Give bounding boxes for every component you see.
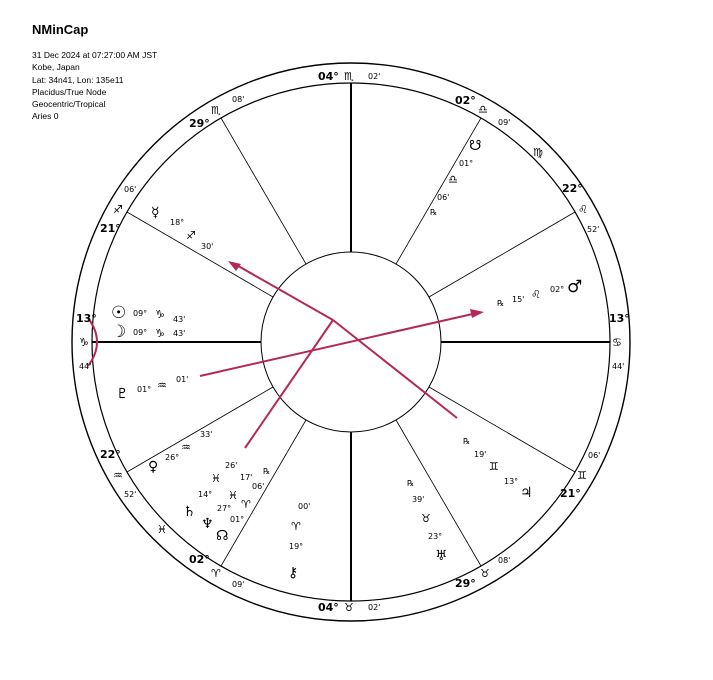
cusp-dsc-sign: ♋: [612, 336, 622, 349]
cusp-mc-deg: 04°: [318, 70, 339, 83]
cusp-9-deg: 02°: [455, 94, 476, 107]
cusp-11-sign: ♐: [113, 203, 123, 216]
moon-deg: 09°: [133, 328, 148, 337]
south-node-min: 06': [437, 193, 450, 202]
neptune-min: 17': [240, 473, 253, 482]
uranus-sign: ♉: [421, 512, 431, 525]
cusp-2-sign: ♈: [211, 567, 221, 580]
cusp-5-sign: ♉: [480, 567, 490, 580]
aspect-line: [200, 313, 477, 376]
cusp-12-min: 52': [124, 490, 137, 499]
chiron-deg: 19°: [289, 542, 304, 551]
uranus-min: 39': [412, 495, 425, 504]
cusp-line-6: [429, 387, 575, 472]
aspect-arrowhead: [228, 261, 241, 271]
cusp-2-min: 09': [232, 580, 245, 589]
mercury-icon: ☿: [151, 205, 160, 221]
cusp-6-min: 06': [588, 451, 601, 460]
pluto-sign: ♒: [157, 379, 167, 392]
cusp-mc-sign: ♏: [344, 70, 354, 83]
node-min: 06': [252, 482, 265, 491]
saturn-sign: ♓: [211, 472, 221, 485]
cusp-8-sign: ♌: [578, 203, 588, 216]
info-zodiac: Geocentric/Tropical: [32, 99, 106, 110]
moon-sign: ♑: [155, 327, 165, 340]
venus-sign: ♒: [181, 441, 191, 454]
node-sign: ♈: [241, 498, 251, 511]
mercury-min: 30': [201, 242, 214, 251]
aspect-arrowhead: [470, 309, 484, 318]
jupiter-sign: ♊: [489, 460, 499, 473]
neptune-sign: ♓: [228, 489, 238, 502]
uranus-deg: 23°: [428, 532, 443, 541]
cusp-asc-deg: 13°: [76, 312, 97, 325]
venus-deg: 26°: [165, 453, 180, 462]
neptune-icon: ♆: [201, 516, 214, 532]
mercury-sign: ♐: [186, 229, 196, 242]
chiron-sign: ♈: [291, 520, 301, 533]
mars-deg: 02°: [550, 285, 565, 294]
jupiter-retro: ℞: [463, 437, 471, 446]
node-icon: ☊: [216, 528, 229, 544]
cusp-12-sign: ♒: [113, 469, 123, 482]
cusp-8-deg: 22°: [562, 182, 583, 195]
aspect-line: [245, 320, 333, 448]
cusp-line-11: [221, 118, 306, 264]
saturn-min: 26': [225, 461, 238, 470]
intercepted-virgo: ♍: [533, 146, 543, 159]
cusp-11-deg: 21°: [100, 222, 121, 235]
pluto-min: 01': [176, 375, 189, 384]
mars-min: 15': [512, 295, 525, 304]
cusp-dsc-min: 44': [612, 362, 625, 371]
cusp-line-12: [127, 212, 273, 297]
saturn-deg: 14°: [198, 490, 213, 499]
cusp-2-deg: 02°: [189, 553, 210, 566]
cusp-5-deg: 29°: [455, 577, 476, 590]
aspect-line: [333, 320, 457, 418]
jupiter-icon: ♃: [520, 485, 533, 501]
info-extra: Aries 0: [32, 111, 59, 122]
cusp-10-sign: ♏: [211, 104, 221, 117]
cusp-9-min: 09': [498, 118, 511, 127]
cusp-10-min: 08': [232, 95, 245, 104]
info-datetime: 31 Dec 2024 at 07:27:00 AM JST: [32, 50, 158, 60]
moon-icon: ☽: [111, 322, 127, 342]
info-coordinates: Lat: 34n41, Lon: 135e11: [32, 74, 124, 85]
info-house-system: Placidus/True Node: [32, 86, 107, 97]
cusp-asc-min: 44': [79, 362, 92, 371]
mercury-deg: 18°: [170, 218, 185, 227]
cusp-12-deg: 22°: [100, 448, 121, 461]
cusp-10-deg: 29°: [189, 117, 210, 130]
uranus-retro: ℞: [407, 479, 415, 488]
sun-deg: 09°: [133, 309, 148, 318]
cusp-6-deg: 21°: [560, 487, 581, 500]
south-node-retro: ℞: [430, 208, 438, 217]
venus-icon: ♀: [148, 459, 159, 475]
mars-retro: ℞: [497, 299, 505, 308]
cusp-ic-sign: ♉: [344, 601, 354, 614]
sun-sign: ♑: [155, 308, 165, 321]
cusp-5-min: 08': [498, 556, 511, 565]
cusp-8-min: 52': [587, 225, 600, 234]
pluto-icon: ♇: [116, 386, 129, 402]
node-retro: ℞: [263, 467, 271, 476]
venus-min: 33': [200, 430, 213, 439]
cusp-6-sign: ♊: [577, 469, 587, 482]
south-node-deg: 01°: [459, 159, 474, 168]
south-node-icon: ☋: [469, 138, 482, 154]
south-node-sign: ♎: [448, 173, 458, 186]
cusp-ic-min: 02': [368, 603, 381, 612]
saturn-icon: ♄: [183, 504, 196, 520]
cusp-ic-deg: 04°: [318, 601, 339, 614]
cusp-asc-sign: ♑: [79, 336, 89, 349]
cusp-dsc-deg: 13°: [609, 312, 630, 325]
chiron-icon: ⚷: [288, 565, 299, 581]
sun-min: 43': [173, 315, 186, 324]
uranus-icon: ♅: [435, 548, 448, 564]
aspect-line: [233, 263, 333, 320]
cusp-mc-min: 02': [368, 72, 381, 81]
chart-title: NMinCap: [32, 22, 89, 37]
jupiter-deg: 13°: [504, 477, 519, 486]
moon-min: 43': [173, 329, 186, 338]
mars-sign: ♌: [531, 288, 541, 301]
cusp-9-sign: ♎: [478, 103, 488, 116]
info-location: Kobe, Japan: [32, 62, 80, 73]
mars-icon: ♂: [567, 277, 583, 297]
neptune-deg: 27°: [217, 504, 232, 513]
node-deg: 01°: [230, 515, 245, 524]
pluto-deg: 01°: [137, 385, 152, 394]
chiron-min: 00': [298, 502, 311, 511]
aspect-lines: [200, 263, 477, 448]
sun-icon: ☉: [111, 303, 127, 323]
cusp-11-min: 06': [124, 185, 137, 194]
intercepted-pisces: ♓: [157, 523, 167, 536]
jupiter-min: 19': [474, 450, 487, 459]
